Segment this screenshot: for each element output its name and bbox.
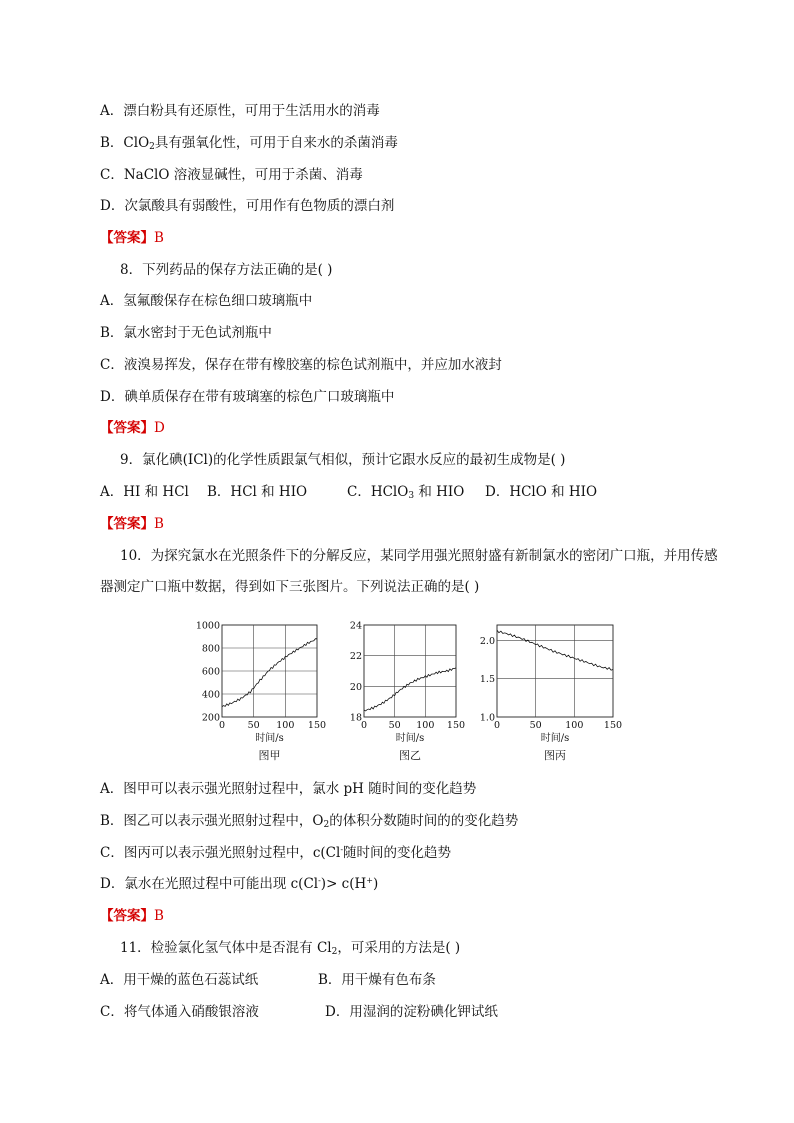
- chart-jia-ytick-label: 400: [201, 689, 220, 701]
- chart-bing-xtick-label: 150: [603, 720, 623, 731]
- chart-jia-xtick-label: 100: [276, 720, 295, 731]
- chart-yi-ytick-label: 20: [349, 681, 362, 693]
- answer-value: B: [154, 516, 164, 532]
- chart-bing-xtick-label: 0: [493, 720, 501, 731]
- chart-yi-xtick-label: 150: [446, 720, 466, 731]
- chart-bing-ytick-label: 2.0: [479, 635, 495, 647]
- q8-option-a: A．氢氟酸保存在棕色细口玻璃瓶中: [100, 293, 313, 309]
- q8-answer: [100, 419, 165, 437]
- q9-option-c: C．HClO$_3$ 和 HIO: [347, 484, 465, 501]
- q8-option-c: C．液溴易挥发，保存在带有橡胶塞的棕色试剂瓶中，并应加水液封: [100, 357, 502, 373]
- chart-yi-ytick-label: 18: [349, 712, 362, 724]
- q9-option-b: B．HCl 和 HIO: [207, 484, 308, 500]
- q9-stem: 9．氯化碘(ICl)的化学性质跟氯气相似，预计它跟水反应的最初生成物是( ): [120, 452, 566, 468]
- chart-yi-xtick-label: 50: [388, 720, 401, 731]
- q8-option-d: D．碘单质保存在带有玻璃塞的棕色广口玻璃瓶中: [100, 389, 395, 405]
- chart-jia-xlabel: 时间/s: [255, 733, 284, 744]
- chart-yi-xtick-label: 0: [360, 720, 368, 731]
- q7-option-b: B．ClO$_2$具有强氧化性，可用于自来水的杀菌消毒: [100, 135, 398, 152]
- q7-option-a: A．漂白粉具有还原性，可用于生活用水的消毒: [100, 103, 380, 119]
- q10-option-a: A．图甲可以表示强光照射过程中，氯水 pH 随时间的变化趋势: [100, 781, 477, 797]
- q11-option-a: A．用干燥的蓝色石蕊试纸: [100, 972, 259, 988]
- chart-jia-title: 图甲: [258, 749, 281, 762]
- q10-figures: [0, 615, 794, 775]
- answer-tag: 【答案】: [100, 420, 154, 436]
- chart-jia-ytick-label: 1000: [195, 620, 220, 632]
- chart-bing-xtick-label: 50: [529, 720, 542, 731]
- q7-option-d: D．次氯酸具有弱酸性，可用作有色物质的漂白剂: [100, 198, 395, 214]
- q9-option-d: D．HClO 和 HIO: [485, 484, 598, 500]
- q10-option-c: C．图丙可以表示强光照射过程中，c(Cl-随时间的变化趋势: [100, 845, 452, 861]
- q11-option-c: C．将气体通入硝酸银溶液: [100, 1004, 259, 1020]
- chart-jia-ytick-label: 800: [201, 643, 220, 655]
- q9-option-a: A．HI 和 HCl: [100, 484, 189, 500]
- chart-jia-series-line: [222, 639, 317, 707]
- chart-jia-xtick-label: 50: [247, 720, 260, 731]
- q8-stem: 8．下列药品的保存方法正确的是( ): [120, 262, 333, 278]
- q11-stem: 11．检验氯化氢气体中是否混有 $Cl_2$，可采用的方法是( ): [120, 940, 461, 957]
- chart-jia-xtick-label: 150: [307, 720, 327, 731]
- chart-bing-xlabel: 时间/s: [540, 733, 570, 744]
- chart-yi-xtick-label: 100: [416, 720, 435, 731]
- chart-bing-ytick-label: 1.0: [479, 712, 495, 724]
- chart-bing-series-line: [497, 630, 613, 670]
- answer-value: B: [154, 908, 164, 924]
- chart-jia-ytick-label: 600: [201, 666, 220, 678]
- q8-option-b: B．氯水密封于无色试剂瓶中: [100, 325, 272, 341]
- chart-jia-xtick-label: 0: [218, 720, 226, 731]
- chart-yi-title: 图乙: [399, 749, 421, 762]
- chart-yi-xlabel: 时间/s: [395, 733, 425, 744]
- q10-stem-line2: 器测定广口瓶中数据，得到如下三张图片。下列说法正确的是( ): [100, 579, 480, 595]
- q10-option-b: B．图乙可以表示强光照射过程中，$O_2$的体积分数随时间的的变化趋势: [100, 813, 519, 830]
- q7-answer: [100, 229, 164, 247]
- q10-answer: [100, 907, 164, 925]
- q10-option-d: D．氯水在光照过程中可能出现 c(Cl-)> c(H+): [100, 876, 379, 892]
- answer-tag: 【答案】: [100, 908, 154, 924]
- chart-bing-xtick-label: 100: [565, 720, 584, 731]
- chart-jia-ytick-label: 200: [201, 712, 220, 724]
- chart-bing-ytick-label: 1.5: [479, 674, 495, 686]
- q11-option-b: B．用干燥有色布条: [318, 972, 436, 988]
- answer-value: B: [154, 230, 164, 246]
- chart-yi-ytick-label: 22: [349, 651, 362, 663]
- chart-yi-series-line: [364, 668, 456, 711]
- answer-tag: 【答案】: [100, 230, 154, 246]
- chart-bing-title: 图丙: [544, 749, 566, 762]
- q10-stem-line1: 10．为探究氯水在光照条件下的分解反应，某同学用强光照射盛有新制氯水的密闭广口瓶，并用传感: [120, 548, 718, 564]
- answer-tag: 【答案】: [100, 516, 154, 532]
- q9-answer: [100, 515, 164, 533]
- answer-value: D: [154, 420, 165, 436]
- chart-yi-ytick-label: 24: [349, 620, 362, 632]
- q11-option-d: D．用湿润的淀粉碘化钾试纸: [325, 1004, 498, 1020]
- chart-bing-frame: [497, 625, 613, 717]
- q7-option-c: C．NaClO 溶液显碱性，可用于杀菌、消毒: [100, 167, 363, 183]
